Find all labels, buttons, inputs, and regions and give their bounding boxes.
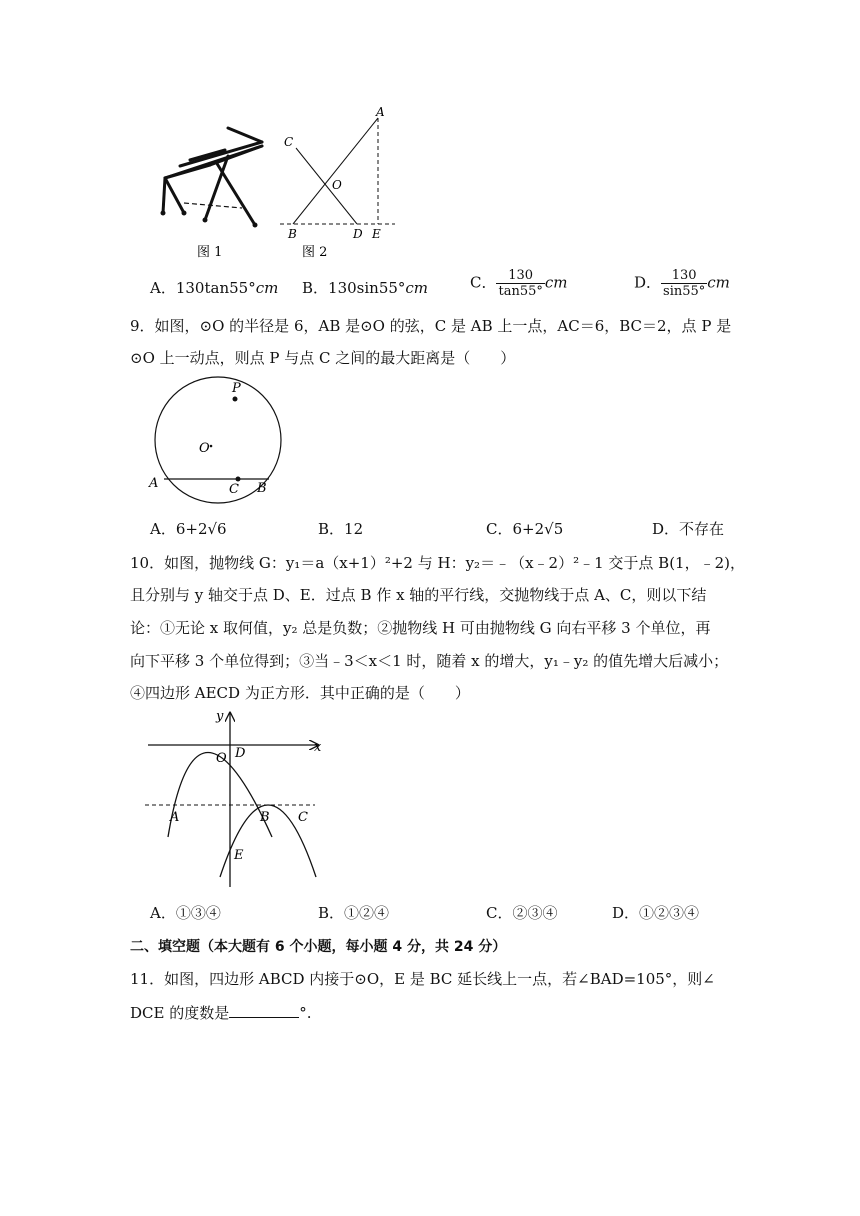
q10-option-b: B．①②④ [318, 904, 390, 922]
q10-option-a: A．①③④ [150, 904, 221, 922]
q9-option-b: B．12 [318, 520, 364, 538]
q8-option-d-numerator: 130 [661, 268, 707, 284]
q10-label-a: A [170, 810, 180, 825]
q10-label-o: O [216, 751, 227, 766]
q10-option-d: D．①②③④ [612, 904, 700, 922]
q10-stem-line-5: ④四边形 AECD 为正方形．其中正确的是（ ） [130, 684, 470, 702]
q8-option-b [302, 277, 428, 298]
q9-option-d: D．不存在 [652, 520, 725, 538]
q8-fig2-line-ba [293, 118, 378, 224]
q11-answer-blank[interactable] [229, 1003, 299, 1018]
q8-fig2-label-d: D [353, 227, 363, 241]
q10-label-y: y [216, 709, 224, 724]
q9-stem-line-2: ⊙O 上一动点，则点 P 与点 C 之间的最大距离是（ ） [130, 349, 516, 367]
q8-fig1-foot [203, 218, 208, 223]
q11-stem-line-1: 11．如图，四边形 ABCD 内接于⊙O，E 是 BC 延长线上一点，若∠BAD=105°，则∠ [130, 970, 715, 988]
q8-figure [150, 100, 410, 265]
q9-label-b: B [257, 481, 267, 496]
q8-fig2-label-e: E [372, 227, 381, 241]
q11-stem-line-2 [130, 1003, 312, 1023]
q9-option-a: A．6+2√6 [150, 520, 227, 538]
q9-label-o: O [199, 441, 210, 456]
q8-fig1-chair [163, 128, 262, 225]
q10-label-e: E [234, 848, 244, 863]
q10-parabola-figure [140, 705, 340, 890]
q10-stem-line-2: 且分别与 y 轴交于点 D、E．过点 B 作 x 轴的平行线，交抛物线于点 A、C，则以下结 [130, 586, 707, 604]
q10-option-c: C．②③④ [486, 904, 558, 922]
q8-option-d-fraction [661, 268, 707, 299]
q10-label-b: B [260, 810, 270, 825]
section-2-title: 二、填空题（本大题有 6 个小题，每小题 4 分，共 24 分） [130, 939, 507, 955]
q8-fig2-label-o: O [332, 178, 342, 192]
q8-option-a-prefix: A． [150, 279, 176, 297]
q8-fig1-dashed-line [184, 203, 242, 208]
q8-option-c-prefix: C． [470, 273, 497, 292]
q9-label-p: P [232, 381, 241, 396]
q8-option-c-numerator: 130 [496, 268, 544, 284]
q10-label-c: C [298, 810, 308, 825]
q11-stem-line-2-text: DCE 的度数是 [130, 1004, 230, 1022]
q8-fig2-label-a: A [376, 105, 385, 119]
q8-fig1-foot [182, 211, 187, 216]
q8-fig1-foot [161, 211, 166, 216]
q8-option-c-unit: cm [544, 273, 568, 292]
q9-label-a: A [149, 476, 159, 491]
q8-option-d-denominator: sin55° [663, 284, 706, 299]
q8-fig2-line-cd [296, 148, 357, 224]
q9-label-c: C [229, 482, 239, 497]
q10-label-x: x [314, 740, 322, 755]
q8-option-d-prefix: D． [634, 273, 662, 292]
q8-fig2-label-b: B [288, 227, 297, 241]
q8-option-a-text: 130tan55° [175, 279, 256, 297]
q9-point-c [236, 477, 241, 482]
q9-stem-line-1: 9．如图，⊙O 的半径是 6，AB 是⊙O 的弦，C 是 AB 上一点，AC＝6，BC＝2，点 P 是 [130, 317, 732, 335]
q9-center-o [210, 445, 213, 448]
q8-option-c [470, 268, 568, 299]
q8-fig2-label-c: C [284, 135, 294, 149]
q8-fig2-caption: 图 2 [302, 245, 328, 260]
q8-option-b-prefix: B． [302, 279, 329, 297]
q11-stem-line-2-degree: °. [299, 1004, 312, 1022]
q8-option-b-unit: cm [405, 279, 429, 297]
q10-stem-line-4: 向下平移 3 个单位得到；③当﹣3＜x＜1 时，随着 x 的增大，y₁﹣y₂ 的值先增大后减小； [130, 652, 729, 670]
q9-option-c: C．6+2√5 [486, 520, 564, 538]
q8-option-d-unit: cm [707, 273, 730, 292]
q8-option-b-text: 130sin55° [328, 279, 406, 297]
q9-circle-figure [140, 375, 290, 505]
q8-option-c-denominator: tan55° [498, 284, 543, 299]
q10-label-d: D [235, 746, 246, 761]
q8-fig1-caption: 图 1 [197, 245, 223, 260]
q10-stem-line-1: 10．如图，抛物线 G：y₁＝a（x+1）²+2 与 H：y₂＝﹣（x﹣2）²﹣1 交于点 B(1，﹣2)， [130, 554, 745, 572]
q8-option-c-fraction [496, 268, 544, 299]
q9-point-p [233, 397, 238, 402]
q8-option-d [634, 268, 730, 299]
q10-stem-line-3: 论：①无论 x 取何值，y₂ 总是负数；②抛物线 H 可由抛物线 G 向右平移 3 个单位，再 [130, 619, 711, 637]
q8-option-a [150, 277, 278, 298]
q8-option-a-unit: cm [255, 279, 279, 297]
q8-fig1-foot [253, 223, 258, 228]
